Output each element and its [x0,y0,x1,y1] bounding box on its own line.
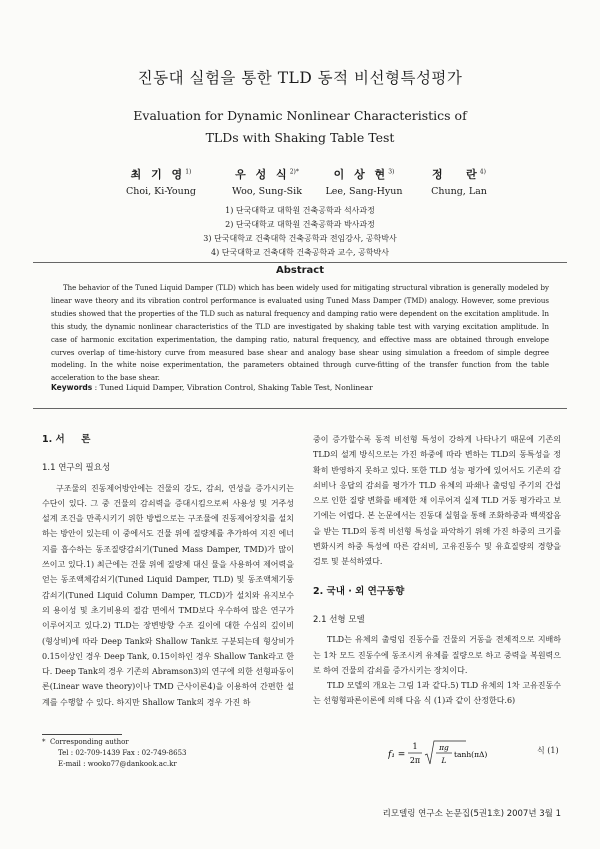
footnote-tel-fax: Tel : 02-709-1439 Fax : 02-749-8653 [58,749,187,757]
author-1-mark: 1) [185,168,192,176]
footnote [42,734,242,770]
author-1-name-ko: 최 기 영 [130,168,186,181]
section-1-1-title: 1.1 연구의 필요성 [42,463,111,474]
author-3-name-ko: 이 상 현 [333,168,389,181]
affiliations [0,204,600,260]
section-2-1-title: 2.1 선형 모델 [313,614,365,625]
equation-1 [388,738,528,770]
author-4-name-ko: 정 란 [432,168,480,181]
page-footer: 리모델링 연구소 논문집(5권1호) 2007년 3월 1 [382,809,561,819]
abstract-bottom-rule [33,408,567,409]
paper-title-korean: 진동대 실험을 통한 TLD 동적 비선형특성평가 [137,69,463,87]
equation-number: 식 (1) [537,746,559,755]
section-1-title: 1. 서 론 [42,434,91,445]
author-3-mark: 3) [388,168,395,176]
equation-lhs: f₁ = [388,750,406,760]
left-column [42,432,294,710]
author-4 [389,166,529,197]
author-2-name-ko: 우 성 식 [235,168,290,181]
author-2-mark: 2)* [289,168,299,176]
footnote-marker: * [42,738,46,746]
equation-tanh: tanh(πΔ) [454,750,488,759]
section-1-1-text: 구조물의 진동제어방안에는 건물의 강도, 감쇠, 연성을 증가시키는 수단이 있다. 그 중 건물의 감쇠력을 증대시킴으로써 사용성 및 거주성 설계 조건을 만족시키기 위한 방법으로는 구조물에 진동제어장치를 설치하는 방안이 있는데 이 중에서도 건물 위에 질량체를 추가하여 지진 에너지를 흡수하는 동조질량감쇠기(Tuned Mass Damper, TMD)가 많이 쓰이고 있다.1) 최근에는 건물 위에 질량체 대신 물을 사용하여 제어력을 얻는 동조액체감쇠기(Tuned Liquid Damper, TLD) 및 동조액체기둥감쇠기(Tuned Liquid Column Damper, TLCD)가 설치와 유지보수의 용이성 및 초기비용의 절감 면에서 TMD보다 우수하여 많은 연구가 이루어지고 있다.2) TLD는 장변방향 수조 길이에 대한 수심의 깊이비(형상비)에 따라 Deep Tank와 Shallow Tank로 구분되는데 형상비가 0.15이상인 경우 Deep Tank, 0.15이하인 경우 Shallow Tank라고 한다. Deep Tank의 경우 기존의 Abramson3)의 연구에 의한 선형파동이론(Linear wave theory)이나 TMD 근사이론4)을 이용하여 간편한 설계를 수행할 수 있다. 하지만 Shallow Tank의 경우 가진 하 [42,483,294,707]
footnote-email: E-mail : wooko77@dankook.ac.kr [58,760,177,768]
author-3-name-en: Lee, Sang-Hyun [325,186,403,197]
right-column [313,432,561,709]
affiliation-4: 4) 단국대학교 건축대학 건축공학과 교수, 공학박사 [210,248,390,257]
author-1-name-en: Choi, Ki-Young [126,186,196,197]
equation-fraction-denominator: 2π [409,756,421,765]
keywords-line [51,383,549,392]
section-1-1-continued: 중이 증가할수록 동적 비선형 특성이 강하게 나타나기 때문에 기존의 TLD의 설계 방식으로는 가진 하중에 따라 변하는 TLD의 동특성을 정확히 반영하지 못하고 있다. 또한 TLD 성능 평가에 있어서도 기존의 감쇠비나 응답의 감쇠를 평가가 TLD 유체의 파쇄나 출렁임 주기의 간섭으로 인한 질량 변화를 배제한 채 이루어져 실제 TLD 거동 평가라고 보기에는 어렵다. 본 논문에서는 진동대 실험을 통해 조화하중과 백색잡음을 받는 TLD의 동적 비선형 특성을 파악하기 위해 가진 하중의 크기를 변화시켜 하중 특성에 따른 감쇠비, 고유진동수 및 유효질량의 경향을 검토 및 분석하였다. [313,435,561,567]
author-2-name-en: Woo, Sung-Sik [232,186,302,197]
paper-title-english-line1: Evaluation for Dynamic Nonlinear Characteristics of [133,108,467,123]
paper-title-english-line2: TLDs with Shaking Table Test [205,130,395,145]
keywords-label: Keywords [51,383,93,392]
footnote-rule [42,734,122,735]
section-2-title: 2. 국내 · 외 연구동향 [313,585,405,597]
abstract-paragraph: The behavior of the Tuned Liquid Damper (TLD) which has been widely used for mitigating structural vibration is generally modeled by linear wave theory and its vibration control performance is evaluated using Tuned Mass Damper (TMD) analogy. However, some previous studies showed that the properties of the TLD such as natural frequency and damping ratio were dependent on the excitation amplitude. In this study, the dynamic nonlinear characteristics of the TLD are investigated by shaking table test with varying excitation amplitude. In case of harmonic excitation experimentation, the damping ratio, natural frequency, and effective mass are obtained through envelope curves overlap of time-history curve from measured base shear and analogy base shear using simulation a freedom of simple degree modeling. In the white noise experimentation, the parameters obtained through curve-fitting of the transfer function from the table acceleration to the base shear. [51,284,549,383]
section-2-1-text-b: TLD 모델의 개요는 그림 1과 같다.5) TLD 유체의 1차 고유진동수는 선형형파론이론에 의해 다음 식 (1)과 같이 산정한다.6) [313,681,561,706]
equation-radicand-denominator: L [441,756,447,765]
affiliation-2: 2) 단국대학교 대학원 건축공학과 박사과정 [225,220,375,229]
equation-fraction-numerator: 1 [412,742,418,751]
section-2-1-text-a: TLD는 유체의 출렁임 진동수를 건물의 거동을 전체적으로 지배하는 1차 모드 진동수에 동조시켜 유체를 질량으로 하고 중력을 복원력으로 하여 건물의 감쇠를 증가시키는 장치이다. [313,635,561,675]
affiliation-1: 1) 단국대학교 대학원 건축공학과 석사과정 [225,206,375,215]
author-4-mark: 4) [479,168,486,176]
affiliation-3: 3) 단국대학교 건축대학 건축공학과 전임강사, 공학박사 [203,234,397,243]
footnote-label: Corresponding author [49,738,129,746]
abstract-top-rule [33,262,567,263]
abstract-heading: Abstract [275,265,325,276]
abstract-body [51,282,549,385]
equation-radicand-numerator: πg [439,743,449,752]
author-4-name-en: Chung, Lan [431,186,487,197]
keywords-text: : Tuned Liquid Damper, Vibration Control, Shaking Table Test, Nonlinear [94,383,373,392]
